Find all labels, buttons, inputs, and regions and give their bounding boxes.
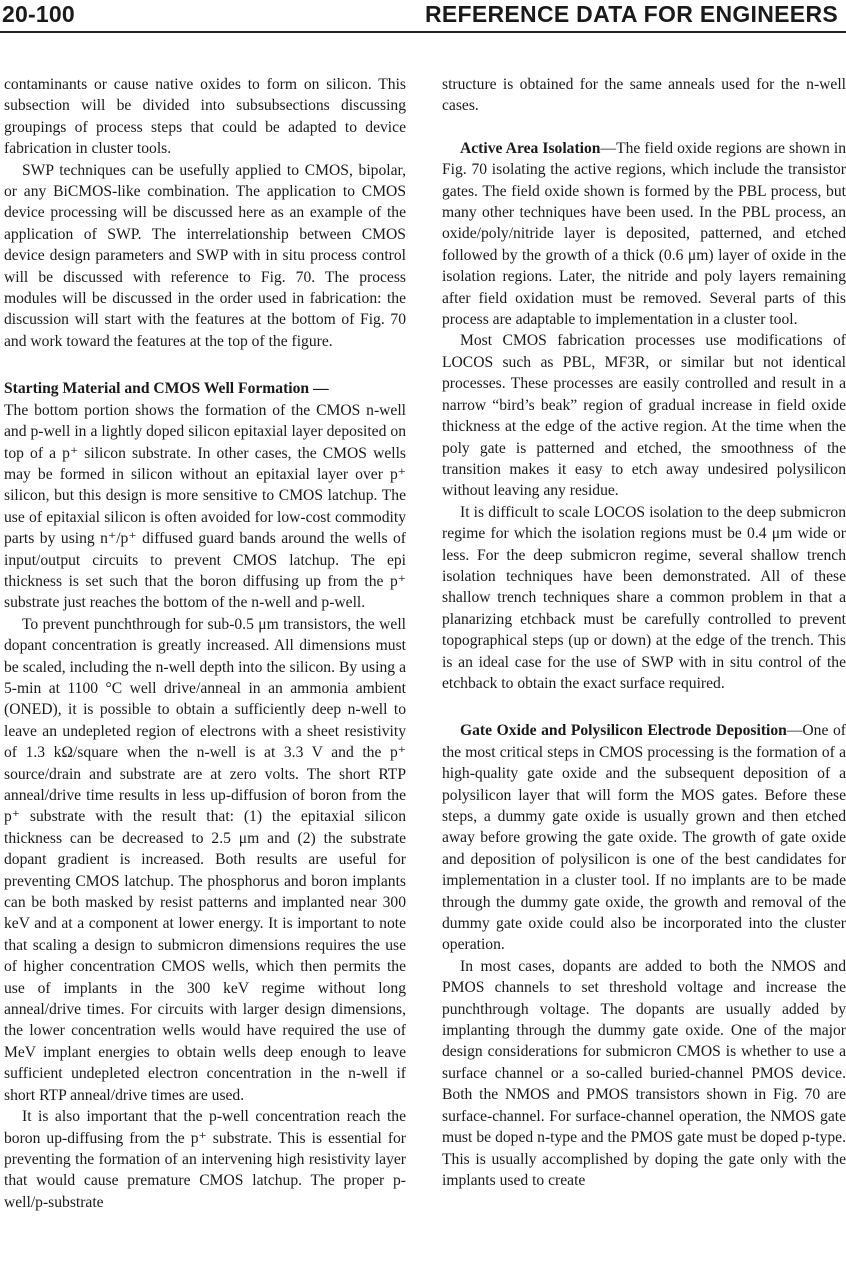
paragraph: Most CMOS fabrication processes use modifications of LOCOS such as PBL, MF3R, or similar but not identical processes. These processes are easily controlled and result in a narrow “bird’s beak” region of gradual increase in field oxide thickness at the edge of the active region. At the time when the poly gate is patterned and etched, the smoothness of the transition makes it easy to etch away undesired polysilicon without leaving any residue. <box>442 332 846 500</box>
paragraph-with-heading <box>442 720 846 955</box>
right-column <box>442 74 846 1191</box>
section-heading: Gate Oxide and Polysilicon Electrode Deposition <box>460 722 787 740</box>
paragraph-body: —One of the most critical steps in CMOS processing is the formation of a high-quality gate oxide and the subsequent deposition of a polysilicon layer that will form the MOS gates. Before these steps, a dummy gate oxide is usually grown and then etched away before growing the gate oxide. The growth of gate oxide and deposition of polysilicon is one of the best candidates for implementation in a cluster tool. If no implants are to be made through the dummy gate oxide, the growth and removal of the dummy gate oxide could also be incorporated into the cluster operation. <box>442 722 846 954</box>
page-number: 20-100 <box>2 1 75 27</box>
header-rule <box>0 31 846 33</box>
paragraph-with-heading <box>442 138 846 331</box>
paragraph: structure is obtained for the same anneals used for the n-well cases. <box>442 76 846 115</box>
running-head: REFERENCE DATA FOR ENGINEERS <box>424 1 838 27</box>
paragraph: It is difficult to scale LOCOS isolation to the deep submicron regime for which the isolation regions must be 0.4 μm wide or less. For the deep submicron regime, several shallow trench isolation techniques have been demonstrated. All of these shallow trench techniques share a common problem in that a planarizing etchback must be carefully controlled to prevent topographical steps (up or down) at the edge of the trench. This is an ideal case for the use of SWP with in situ control of the etchback to obtain the exact surface required. <box>442 503 846 692</box>
section-heading: Active Area Isolation <box>460 139 601 157</box>
paragraph: contaminants or cause native oxides to form on silicon. This subsection will be divided into subsubsections discussing groupings of process steps that could be adapted to device fabrication in cluster tools. <box>4 76 406 158</box>
paragraph: The bottom portion shows the formation of the CMOS n-well and p-well in a lightly doped silicon epitaxial layer deposited on top of a p⁺ silicon substrate. In other cases, the CMOS wells may be formed in silicon without an epitaxial layer over p⁺ silicon, but this design is more sensitive to CMOS latchup. The use of epitaxial silicon is often avoided for low-cost commodity parts by using n⁺/p⁺ diffused guard bands around the wells of input/output circuits to prevent CMOS latchup. The epi thickness is set such that the boron diffusing up from the p⁺ substrate just reaches the bottom of the n-well and p-well. <box>4 401 406 612</box>
section-heading: Starting Material and CMOS Well Formation — <box>4 380 329 398</box>
paragraph: It is also important that the p-well concentration reach the boron up-diffusing from the p⁺ substrate. This is essential for preventing the formation of an intervening high resistivity layer that would cause premature CMOS latchup. The proper p-well/p-substrate <box>4 1108 406 1211</box>
page-header <box>0 0 846 34</box>
paragraph: To prevent punchthrough for sub-0.5 μm transistors, the well dopant concentration is greatly increased. All dimensions must be scaled, including the n-well depth into the silicon. By using a 5-min at 1100 °C well drive/anneal in an ammonia ambient (ONED), it is possible to obtain a sufficiently deep n-well to leave an undepleted region of electrons with a sheet resistivity of 1.3 kΩ/square when the n-well is at 3.3 V and the p⁺ source/drain and substrate are at zero volts. The short RTP anneal/drive time results in less up-diffusion of boron from the p⁺ substrate with the result that: (1) the epitaxial silicon thickness can be decreased to 2.5 μm and (2) the substrate dopant gradient is increased. Both results are useful for preventing CMOS latchup. The phosphorus and boron implants can be both masked by resist patterns and implanted near 300 keV and at a component at lower energy. It is important to note that scaling a design to submicron dimensions requires the use of higher concentration CMOS wells, which then permits the use of implants in the 300 keV regime without long anneal/drive times. For circuits with larger design dimensions, the lower concentration wells would have required the use of MeV implant energies to obtain wells deep enough to leave sufficient undepleted electron concentration in the n-well if short RTP anneal/drive times are used. <box>4 615 406 1104</box>
paragraph-body: —The field oxide regions are shown in Fig. 70 isolating the active regions, which include the transistor gates. The field oxide shown is formed by the PBL process, but many other techniques have been used. In the PBL process, an oxide/poly/nitride layer is deposited, patterned, and etched followed by the growth of a thick (0.6 μm) layer of oxide in the isolation regions. Later, the nitride and poly layers remaining after field oxidation must be removed. Several parts of this process are adaptable to implementation in a cluster tool. <box>442 139 846 329</box>
left-column <box>4 74 406 1213</box>
paragraph: In most cases, dopants are added to both the NMOS and PMOS channels to set threshold voltage and increase the punchthrough voltage. The dopants are usually added by implanting through the dummy gate oxide. One of the major design considerations for submicron CMOS is whether to use a surface channel or a so-called buried-channel PMOS device. Both the NMOS and PMOS transistors shown in Fig. 70 are surface-channel. For surface-channel operation, the NMOS gate must be doped n-type and the PMOS gate must be doped p-type. This is usually accomplished by doping the gate only with the implants used to create <box>442 957 846 1189</box>
paragraph: SWP techniques can be usefully applied to CMOS, bipolar, or any BiCMOS-like combination. The application to CMOS device processing will be discussed here as an example of the application of SWP. The interrelationship between CMOS device design parameters and SWP with in situ process control will be discussed with reference to Fig. 70. The process modules will be discussed in the order used in fabrication: the discussion will start with the features at the bottom of Fig. 70 and work toward the features at the top of the figure. <box>4 161 406 350</box>
